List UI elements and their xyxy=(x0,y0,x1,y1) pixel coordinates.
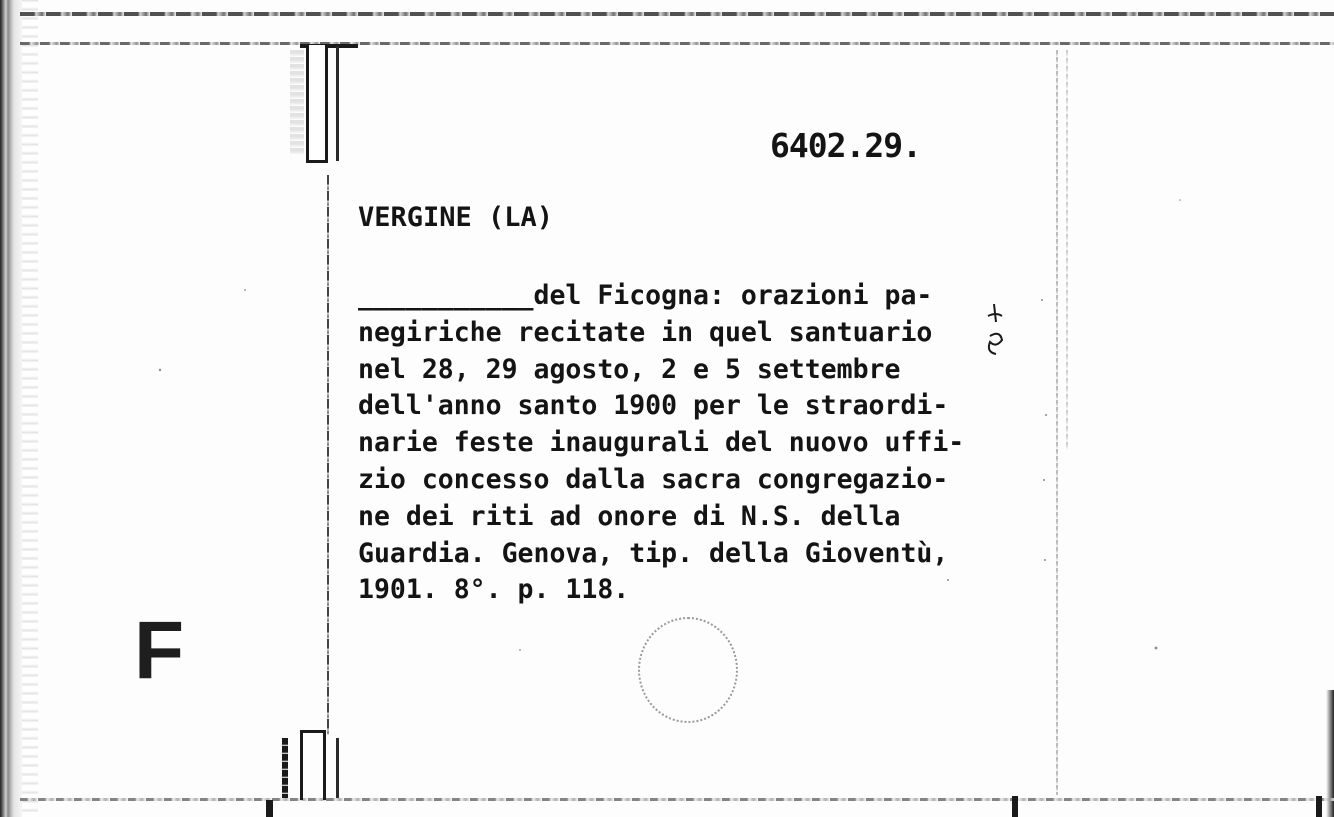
call-number: 6402.29. xyxy=(770,126,921,165)
tab-letter: F xyxy=(134,605,185,696)
body-line: dell'anno santo 1900 per le straordi- xyxy=(358,390,949,422)
body-line: 1901. 8°. p. 118. xyxy=(358,574,630,606)
body-line: nel 28, 29 agosto, 2 e 5 settembre xyxy=(358,353,901,385)
body-line: narie feste inaugurali del nuovo uffi- xyxy=(358,427,965,459)
card-heading: VERGINE (LA) xyxy=(358,202,554,233)
body-line: ___________del Ficogna: orazioni pa- xyxy=(358,280,933,311)
body-line: negiriche recitate in quel santuario xyxy=(358,316,933,348)
body-line: zio concesso dalla sacra congregazio- xyxy=(358,463,949,495)
body-line: ne dei riti ad onore di N.S. della xyxy=(358,500,901,532)
body-line: Guardia. Genova, tip. della Gioventù, xyxy=(358,537,949,569)
